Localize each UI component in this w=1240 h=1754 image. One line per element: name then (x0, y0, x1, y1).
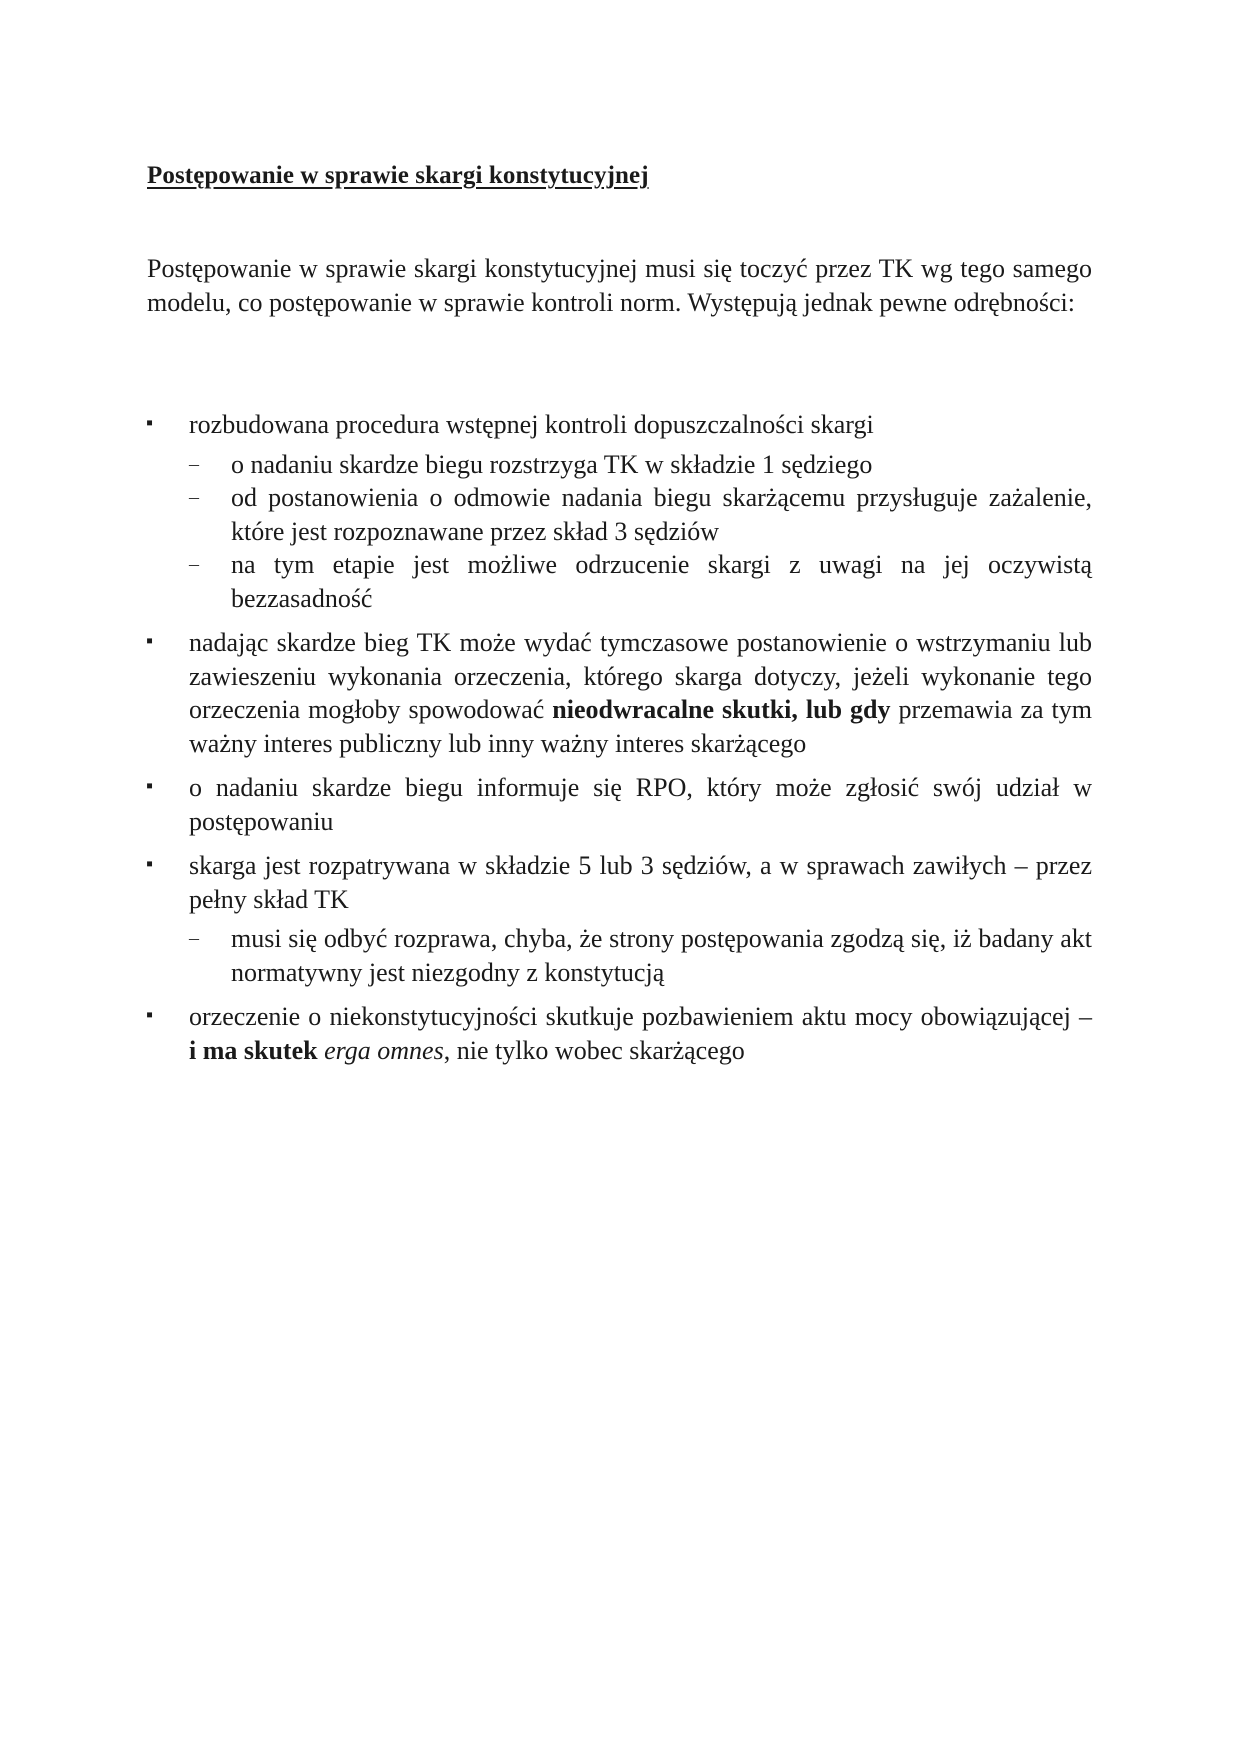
dash-icon: – (189, 553, 199, 575)
list-item (147, 771, 1092, 838)
italic-term: erga omnes (324, 1035, 444, 1065)
emphasized-text: nieodwracalne skutki, lub gdy (552, 695, 891, 724)
list-item (147, 1000, 1092, 1067)
intro-paragraph: Postępowanie w sprawie skargi konstytucyjnej musi się toczyć przez TK wg tego samego modelu, co postępowanie w sprawie kontroli norm. Występują jednak pewne odrębności: (147, 254, 1092, 317)
sub-list-item: – od postanowienia o odmowie nadania biegu skarżącemu przysługuje zażalenie, które jest rozpoznawane przez skład 3 sędziów (189, 483, 1092, 546)
list-item-text: skarga jest rozpatrywana w składzie 5 lub 3 sędziów, a w sprawach zawiłych – przez pełny skład TK (189, 851, 1092, 914)
list-item-text: o nadaniu skardze biegu informuje się RPO, który może zgłosić swój udział w postępowaniu (189, 773, 1092, 836)
bullet-icon: ▪ (146, 630, 154, 652)
sub-list-item: – musi się odbyć rozprawa, chyba, że strony postępowania zgodzą się, iż badany akt normatywny jest niezgodny z konstytucją (189, 924, 1092, 987)
sub-list-item: – o nadaniu skardze biegu rozstrzyga TK w składzie 1 sędziego (189, 448, 1092, 482)
bullet-icon: ▪ (146, 775, 154, 797)
bullet-icon: ▪ (146, 412, 154, 434)
dash-icon: – (189, 452, 199, 475)
dash-icon: – (189, 486, 199, 508)
list-item (147, 849, 1092, 989)
list-item-text: nadając skardze bieg TK może wydać tymczasowe postanowienie o wstrzymaniu lub zawieszeniu wykonania orzeczenia, którego skarga dotyczy, jeżeli wykonanie tego orzeczenia mogłoby spowodować (189, 628, 1092, 724)
dash-icon: – (189, 927, 199, 949)
main-bullet-list (147, 408, 1092, 1078)
list-item-text: , nie tylko wobec skarżącego (443, 1035, 745, 1065)
list-item (147, 408, 1092, 615)
bullet-icon: ▪ (146, 853, 154, 875)
list-item-text: rozbudowana procedura wstępnej kontroli dopuszczalności skargi (189, 410, 874, 439)
list-item (147, 626, 1092, 760)
list-item-text: orzeczenie o niekonstytucyjności skutkuje pozbawieniem aktu mocy obowiązującej – (189, 1002, 1092, 1031)
document-title: Postępowanie w sprawie skargi konstytucyjnej (147, 162, 649, 189)
sub-list (189, 922, 1092, 989)
sub-list (189, 448, 1092, 616)
bullet-icon: ▪ (146, 1004, 154, 1026)
sub-list-item: – na tym etapie jest możliwe odrzucenie skargi z uwagi na jej oczywistą bezzasadność (189, 550, 1092, 613)
list-item-text: przemawia za tym ważny interes publiczny lub inny ważny interes skarżącego (189, 695, 1093, 758)
emphasized-text: i ma skutek (189, 1035, 318, 1065)
